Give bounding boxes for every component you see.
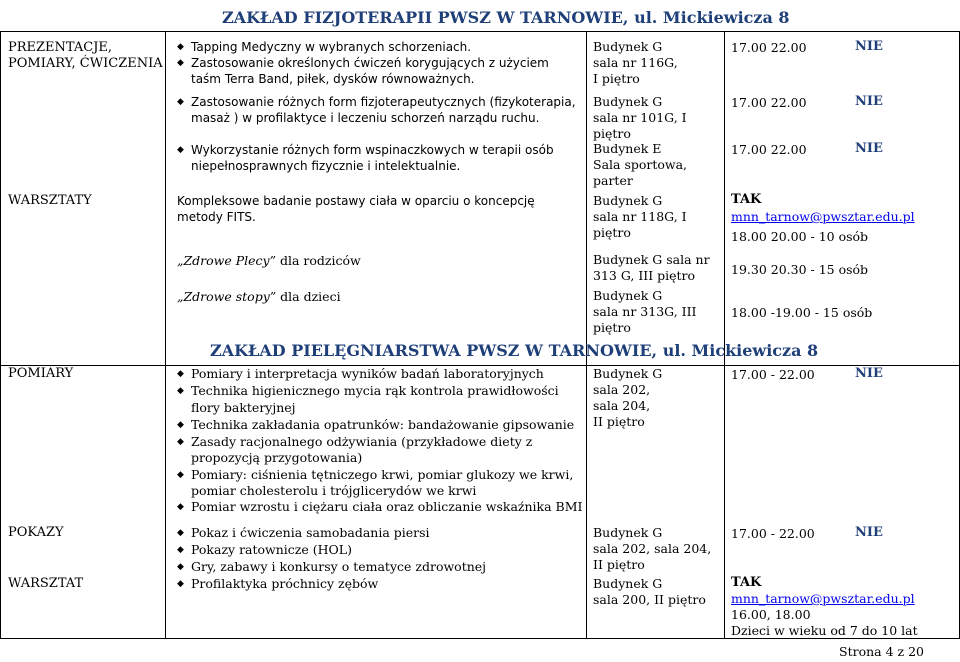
registration-status: NIE	[855, 366, 883, 381]
list-item: ◆ Wykorzystanie różnych form wspinaczkowych w terapii osób niepełnosprawnych fizycznie i intelektualnie.	[177, 143, 554, 173]
bullet-icon: ◆	[177, 42, 184, 52]
time: 17.00 22.00	[731, 40, 807, 55]
workshop-title: „Zdrowe Plecy” dla rodziców	[177, 253, 361, 268]
location: Budynek G sala 200, II piętro	[593, 576, 706, 607]
category-label: WARSZTAT	[8, 576, 84, 591]
time: 19.30 20.30 - 15 osób	[731, 262, 869, 277]
location: Budynek G sala nr 313G, III piętro	[593, 288, 697, 335]
registration-status: NIE	[855, 39, 883, 54]
time: 17.00 - 22.00	[731, 367, 815, 382]
bullet-icon: ◆	[177, 528, 184, 538]
list-item: ◆ Pokaz i ćwiczenia samobadania piersi	[177, 525, 430, 540]
category-label: POKAZY	[8, 525, 64, 540]
location: Budynek G sala nr 116G, I piętro	[593, 39, 678, 86]
location: Budynek G sala nr 313 G, III piętro	[593, 252, 710, 283]
divider	[724, 31, 725, 638]
time: 18.00 -19.00 - 15 osób	[731, 305, 873, 320]
time: 17.00 22.00	[731, 142, 807, 157]
section-heading: ZAKŁAD FIZJOTERAPII PWSZ W TARNOWIE, ul. Mickiewicza 8	[222, 8, 790, 27]
location: Budynek G sala 202, sala 204, II piętro	[593, 366, 663, 429]
list-item-continuation: flory bakteryjnej	[191, 400, 296, 415]
bullet-icon: ◆	[177, 562, 184, 572]
age-note: Dzieci w wieku od 7 do 10 lat	[731, 623, 918, 638]
location: Budynek G sala nr 118G, I piętro	[593, 193, 687, 240]
list-item-continuation: propozycją przygotowania)	[191, 450, 363, 465]
list-item: ◆ Pomiar wzrostu i ciężaru ciała oraz obliczanie wskaźnika BMI	[177, 499, 583, 514]
bullet-icon: ◆	[177, 579, 184, 589]
workshop-description: Kompleksowe badanie postawy ciała w oparciu o koncepcję metody FITS.	[177, 194, 535, 224]
list-item: ◆ Gry, zabawy i konkursy o tematyce zdrowotnej	[177, 559, 487, 574]
registration-status: TAK	[731, 575, 762, 590]
list-item-continuation: pomiar cholesterolu i trójglicerydów we krwi	[191, 483, 477, 498]
registration-status: TAK	[731, 192, 762, 207]
bullet-icon: ◆	[177, 470, 184, 480]
bullet-icon: ◆	[177, 420, 184, 430]
bullet-icon: ◆	[177, 437, 184, 447]
list-item: ◆ Profilaktyka próchnicy zębów	[177, 576, 379, 591]
divider	[165, 31, 166, 638]
bullet-icon: ◆	[177, 369, 184, 379]
registration-status: NIE	[855, 525, 883, 540]
location: Budynek G sala 202, sala 204, II piętro	[593, 525, 712, 572]
location: Budynek E Sala sportowa, parter	[593, 141, 688, 188]
divider	[0, 31, 1, 638]
section-heading: ZAKŁAD PIELĘGNIARSTWA PWSZ W TARNOWIE, ul. Mickiewicza 8	[210, 341, 819, 360]
category-label: POMIARY, ĆWICZENIA	[8, 56, 163, 71]
category-label: PREZENTACJE,	[8, 40, 113, 55]
category-label: WARSZTATY	[8, 193, 92, 208]
location: Budynek G sala nr 101G, I piętro	[593, 94, 687, 141]
registration-status: NIE	[855, 141, 883, 156]
bullet-icon: ◆	[177, 386, 184, 396]
registration-status: NIE	[855, 94, 883, 109]
list-item: ◆ Zastosowanie określonych ćwiczeń korygujących z użyciem taśm Terra Band, piłek, dysków równoważnych.	[177, 56, 549, 86]
list-item: ◆ Pokazy ratownicze (HOL)	[177, 542, 352, 557]
workshop-name: „Zdrowe Plecy”	[177, 253, 277, 268]
list-item: ◆ Tapping Medyczny w wybranych schorzeniach.	[177, 40, 472, 54]
workshop-title: „Zdrowe stopy” dla dzieci	[177, 289, 341, 304]
list-item: ◆ Zasady racjonalnego odżywiania (przykładowe diety z	[177, 434, 533, 449]
list-item: ◆ Zastosowanie różnych form fizjoterapeutycznych (fizykoterapia, masaż ) w profilaktyce i leczeniu schorzeń narządu ruchu.	[177, 95, 576, 125]
workshop-name: „Zdrowe stopy”	[177, 289, 277, 304]
bullet-icon: ◆	[177, 145, 184, 155]
list-item: ◆ Technika higienicznego mycia rąk kontrola prawidłowości	[177, 383, 559, 398]
page-number: Strona 4 z 20	[839, 644, 924, 659]
bullet-icon: ◆	[177, 502, 184, 512]
divider	[0, 31, 960, 32]
list-item: ◆ Technika zakładania opatrunków: bandażowanie gipsowanie	[177, 417, 575, 432]
time: 18.00 20.00 - 10 osób	[731, 229, 869, 244]
bullet-icon: ◆	[177, 58, 184, 68]
email-link[interactable]: mnn_tarnow@pwsztar.edu.pl	[731, 591, 915, 606]
category-label: POMIARY	[8, 366, 74, 381]
time: 16.00, 18.00	[731, 607, 811, 622]
list-item: ◆ Pomiary: ciśnienia tętniczego krwi, pomiar glukozy we krwi,	[177, 467, 574, 482]
time: 17.00 22.00	[731, 95, 807, 110]
email-link[interactable]: mnn_tarnow@pwsztar.edu.pl	[731, 209, 915, 224]
bullet-icon: ◆	[177, 545, 184, 555]
divider	[586, 31, 587, 638]
time: 17.00 - 22.00	[731, 526, 815, 541]
bullet-icon: ◆	[177, 97, 184, 107]
list-item: ◆ Pomiary i interpretacja wyników badań laboratoryjnych	[177, 366, 544, 381]
